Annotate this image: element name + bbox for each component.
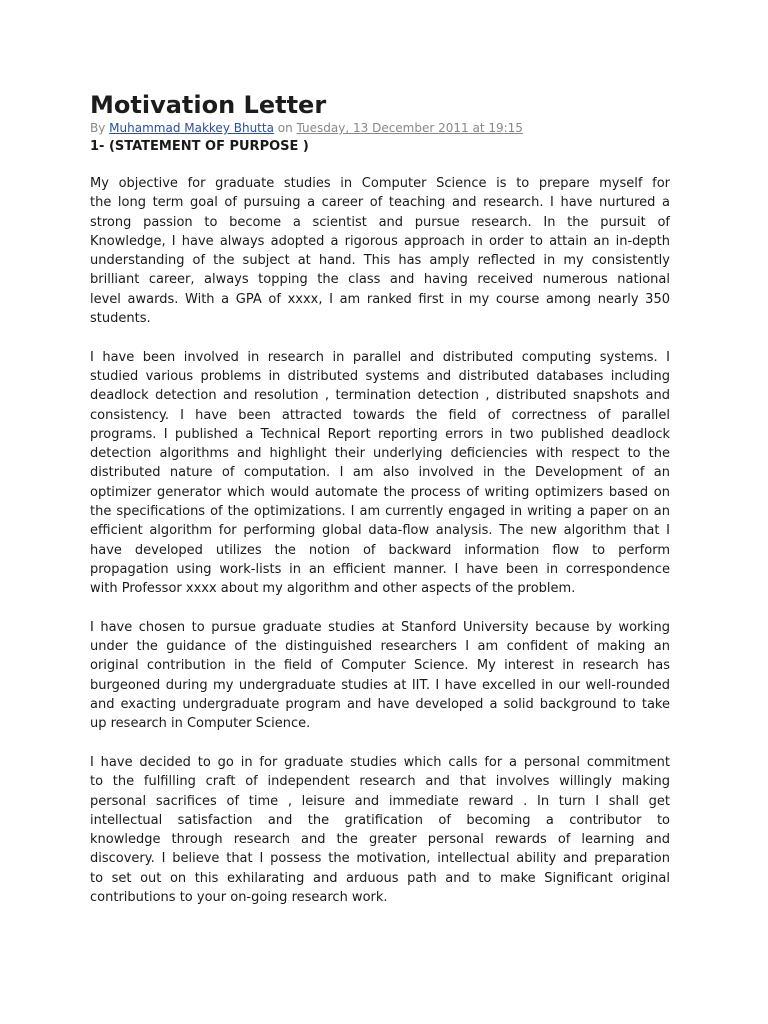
paragraph-line: up research in Computer Science. xyxy=(90,716,311,732)
paragraph-line: brilliant career, always topping the class and having received numerous national xyxy=(90,272,670,288)
byline-by: By xyxy=(90,121,106,135)
paragraph-line: efficient algorithm for performing global data-flow analysis. The new algorithm that I xyxy=(90,523,670,539)
paragraph-line: to the fulfilling craft of independent research and that involves willingly making xyxy=(90,774,670,790)
paragraph-line: I have decided to go in for graduate studies which calls for a personal commitment xyxy=(90,754,670,770)
paragraph xyxy=(90,618,670,734)
paragraph-line: studied various problems in distributed systems and distributed databases including xyxy=(90,368,670,384)
paragraph-line: detection algorithms and highlight their underlying deficiencies with respect to the xyxy=(90,446,670,462)
paragraph xyxy=(90,174,670,328)
letter-body xyxy=(90,174,678,907)
section-heading: 1- (STATEMENT OF PURPOSE ) xyxy=(90,139,309,154)
paragraph-line: burgeoned during my undergraduate studies at IIT. I have excelled in our well-rounded xyxy=(90,677,670,693)
date-link[interactable]: Tuesday, 13 December 2011 at 19:15 xyxy=(296,121,523,135)
paragraph-line: knowledge through research and the greater personal rewards of learning and xyxy=(90,832,670,848)
paragraph-line: propagation using work-lists in an efficient manner. I have been in correspondence xyxy=(90,561,670,577)
paragraph-line: have developed utilizes the notion of backward information flow to perform xyxy=(90,542,670,558)
paragraph-line: I have been involved in research in parallel and distributed computing systems. I xyxy=(90,349,670,365)
paragraph-line: strong passion to become a scientist and pursue research. In the pursuit of xyxy=(90,214,670,230)
paragraph-line: the long term goal of pursuing a career of teaching and research. I have nurtured a xyxy=(90,195,670,211)
paragraph xyxy=(90,753,670,907)
paragraph-line: original contribution in the field of Computer Science. My interest in research has xyxy=(90,658,670,674)
author-link[interactable]: Muhammad Makkey Bhutta xyxy=(109,121,274,135)
paragraph-line: understanding of the subject at hand. This has amply reflected in my consistently xyxy=(90,253,670,269)
paragraph-line: consistency. I have been attracted towards the field of correctness of parallel xyxy=(90,407,670,423)
paragraph-line: deadlock detection and resolution , termination detection , distributed snapshots and xyxy=(90,388,670,404)
paragraph-line: with Professor xxxx about my algorithm and other aspects of the problem. xyxy=(90,581,576,597)
paragraph-line: discovery. I believe that I possess the motivation, intellectual ability and preparation xyxy=(90,851,670,867)
document-title: Motivation Letter xyxy=(90,91,327,119)
paragraph-line: programs. I published a Technical Report reporting errors in two published deadlock xyxy=(90,426,670,442)
paragraph-line: to set out on this exhilarating and arduous path and to make Significant original xyxy=(90,870,670,886)
paragraph-line: intellectual satisfaction and the gratification of becoming a contributor to xyxy=(90,812,670,828)
paragraph-line: distributed nature of computation. I am also involved in the Development of an xyxy=(90,465,670,481)
paragraph-line: My objective for graduate studies in Computer Science is to prepare myself for xyxy=(90,176,670,191)
paragraph xyxy=(90,348,670,599)
paragraph-line: under the guidance of the distinguished researchers I am confident of making an xyxy=(90,639,670,655)
paragraph-line: the specifications of the optimizations. I am currently engaged in writing a paper on an xyxy=(90,504,670,520)
paragraph-line: level awards. With a GPA of xxxx, I am ranked first in my course among nearly 350 xyxy=(90,291,670,307)
paragraph-line: optimizer generator which would automate the process of writing optimizers based on xyxy=(90,484,670,500)
paragraph-line: Knowledge, I have always adopted a rigorous approach in order to attain an in-depth xyxy=(90,233,670,249)
byline xyxy=(90,120,678,136)
paragraph-line: and exacting undergraduate program and have developed a solid background to take xyxy=(90,697,670,713)
paragraph-line: personal sacrifices of time , leisure and immediate reward . In turn I shall get xyxy=(90,793,670,809)
paragraph-line: I have chosen to pursue graduate studies at Stanford University because by working xyxy=(90,619,670,635)
paragraph-line: contributions to your on-going research work. xyxy=(90,889,388,905)
paragraph-line: students. xyxy=(90,311,151,327)
byline-on: on xyxy=(277,121,293,135)
